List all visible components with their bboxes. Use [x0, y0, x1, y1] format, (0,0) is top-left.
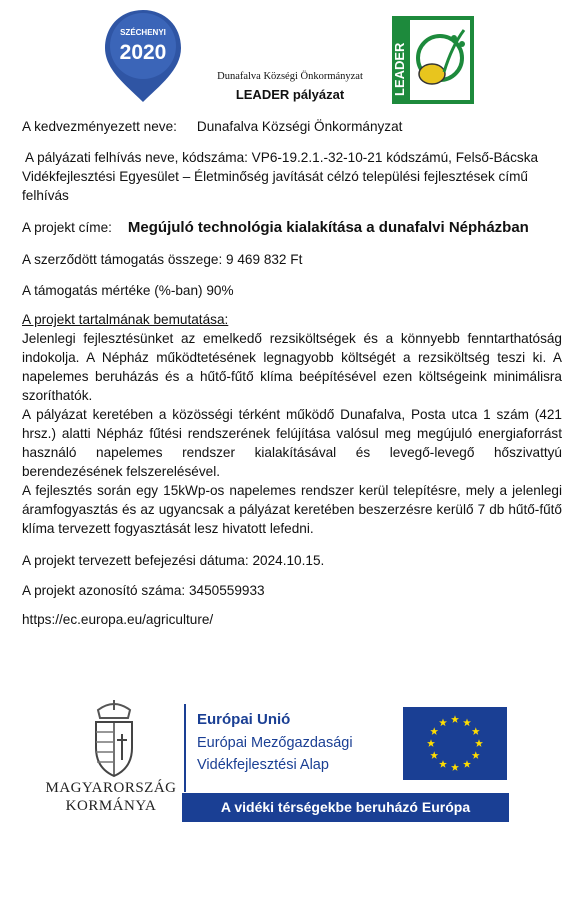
hungary-gov-line-2: KORMÁNYA: [65, 798, 157, 814]
eu-flag: [403, 707, 507, 780]
content-paragraph-2: A pályázat keretében a közösségi térként működő Dunafalva, Posta utca 1 szám (421 hrsz.) alatti Népház fűtési rendszerének felújítása valósul meg megújuló energiaforrást használó napelemes rendszer kialakításával és levegő-levegő hőszivattyú berendezésének felszerelésével.: [22, 407, 562, 479]
program-url: https://ec.europa.eu/agriculture/: [22, 612, 214, 627]
call-line-3: felhívás: [22, 188, 69, 203]
support-rate: A támogatás mértéke (%-ban) 90%: [22, 283, 234, 298]
eu-slogan-banner: A vidéki térségekbe beruházó Európa: [182, 793, 509, 822]
content-paragraph-1: Jelenlegi fejlesztésünket az emelkedő rezsiköltségek és a könnyebb fenntarthatóság indokolja. A Népház működtetésének legnagyobb költségét a rezsiköltség teszi ki. A napelemes beruházás és a hűtő-fűtő klíma beépítésével ezen költségeink minimálisra szoríthatók.: [22, 331, 562, 403]
header-organization: Dunafalva Községi Önkormányzat: [217, 71, 363, 82]
project-title-label: A projekt címe:: [22, 220, 112, 235]
content-heading: A projekt tartalmának bemutatása:: [22, 312, 229, 327]
support-amount: A szerződött támogatás összege: 9 469 832 Ft: [22, 252, 303, 267]
eu-separator: [184, 704, 186, 792]
svg-text:LEADER: LEADER: [392, 42, 407, 96]
hungary-gov-line-1: MAGYARORSZÁG: [45, 780, 177, 796]
svg-text:SZÉCHENYI: SZÉCHENYI: [120, 28, 166, 37]
call-line-2: Vidékfejlesztési Egyesület – Életminőség javítását célzó települési fejlesztések című: [22, 169, 528, 184]
content-paragraph-3: A fejlesztés során egy 15kWp-os napelemes rendszer kerül telepítésre, mely a jelenlegi áramfogyasztás és az ugyancsak a pályázat keretében beszerzésre kerülő 7 db hűtő-fűtő klíma tervezett fogyasztását lesz hivatott lefedni.: [22, 483, 562, 536]
project-id: A projekt azonosító száma: 3450559933: [22, 583, 265, 598]
header-title: LEADER pályázat: [235, 87, 345, 102]
end-date: A projekt tervezett befejezési dátuma: 2024.10.15.: [22, 553, 325, 568]
beneficiary-value: Dunafalva Községi Önkormányzat: [196, 119, 403, 134]
svg-text:2020: 2020: [119, 41, 167, 64]
project-title-value: Megújuló technológia kialakítása a dunafalvi Népházban: [127, 219, 529, 236]
hungarian-coat-of-arms: [84, 700, 144, 780]
szechenyi-2020-logo: [103, 8, 183, 104]
eu-fund-line-1: Európai Mezőgazdasági: [197, 735, 353, 751]
eu-fund-line-2: Vidékfejlesztési Alap: [197, 757, 329, 773]
eu-union-label: Európai Unió: [197, 711, 291, 728]
beneficiary-row: [22, 117, 402, 136]
leader-logo: [392, 16, 474, 104]
project-title-row: [22, 218, 529, 237]
beneficiary-label: A kedvezményezett neve:: [22, 119, 177, 134]
call-line-1: A pályázati felhívás neve, kódszáma: VP6-19.2.1.-32-10-21 kódszámú, Felső-Bácska: [25, 150, 539, 165]
